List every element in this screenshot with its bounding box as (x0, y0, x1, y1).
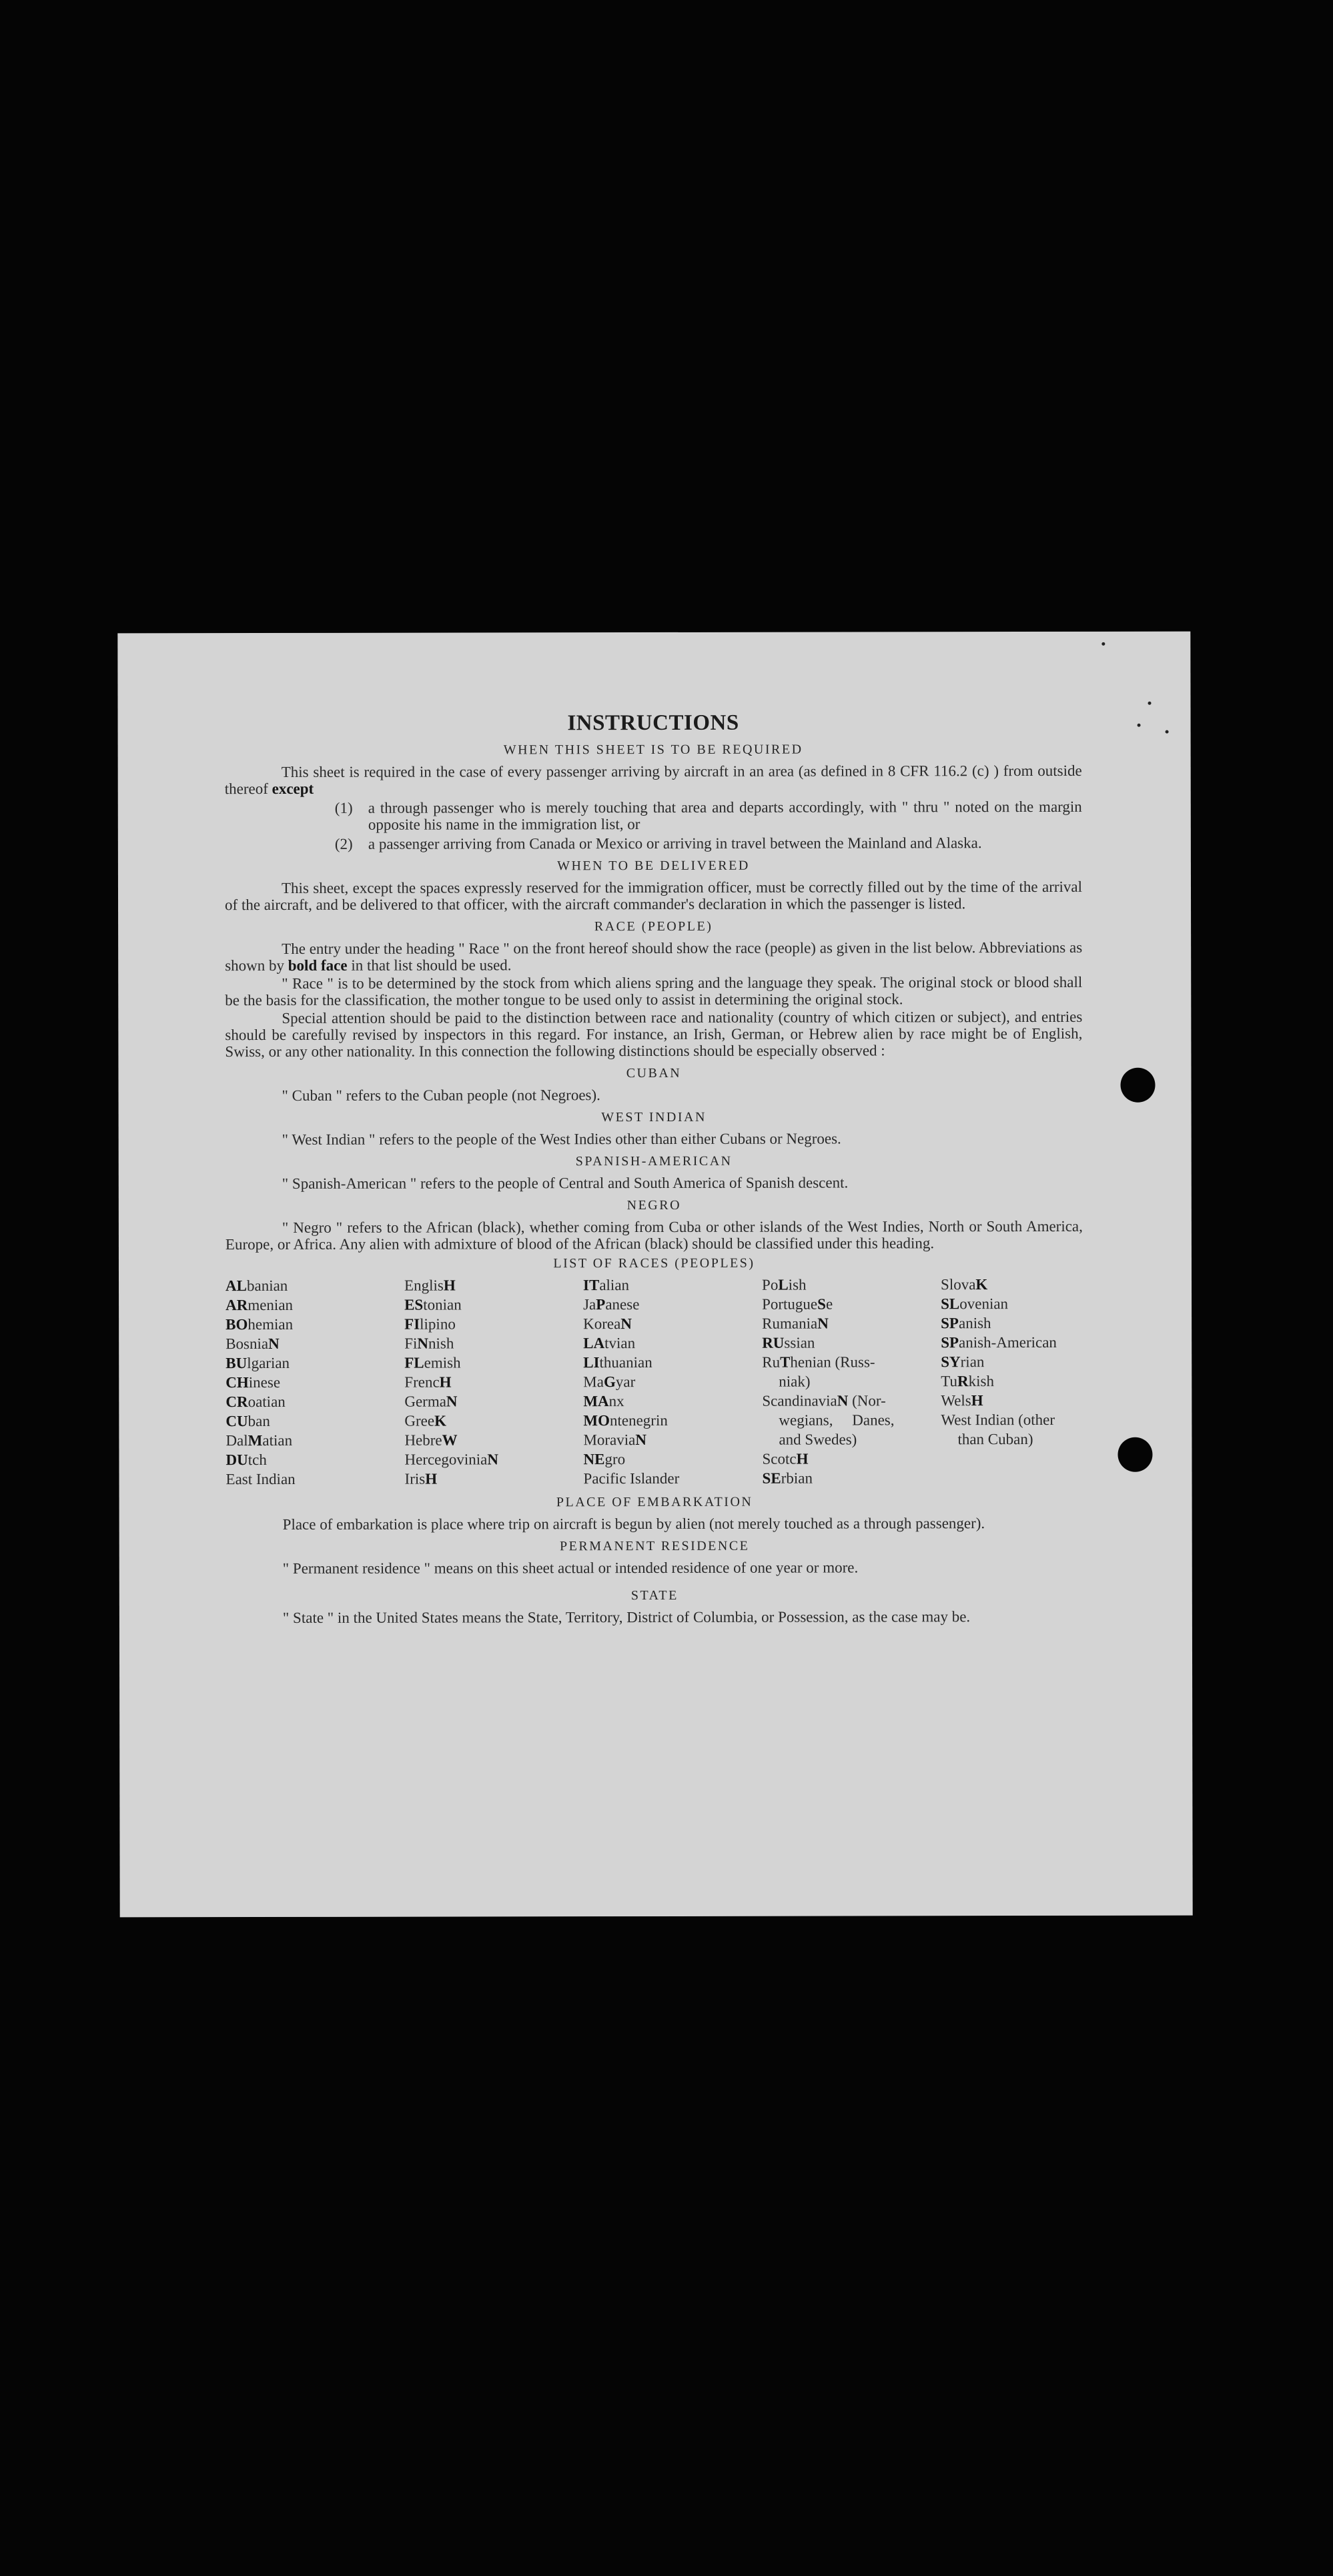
race-entry: SLovenian (941, 1295, 1009, 1313)
race-entry: CHinese (226, 1373, 281, 1391)
race-entry: ITalian (583, 1277, 630, 1294)
section-heading-when-required: WHEN THIS SHEET IS TO BE REQUIRED (503, 742, 803, 758)
west-indian-definition: " West Indian " refers to the people of the West Indies other than either Cubans or Negroes. (282, 1130, 841, 1148)
race-entry: BUlgarian (226, 1354, 290, 1372)
section-heading-embarkation: PLACE OF EMBARKATION (556, 1494, 753, 1510)
section-heading-race: RACE (PEOPLE) (594, 918, 713, 934)
race-entry: NEgro (583, 1451, 626, 1468)
race-paragraph: The entry under the heading " Race " on the front hereof should show the race (people) as given in the list below. Abbreviations as shown by bold face in that list should be used. (225, 938, 1083, 975)
speck-mark (1166, 730, 1169, 734)
negro-definition: " Negro " refers to the African (black), whether coming from Cuba or other islands of the West Indies, North or South America, Europe, or Africa. Any alien with admixture of blood of the African (black) should be classified under this heading. (225, 1217, 1083, 1253)
races-column (583, 1275, 763, 1488)
race-entry: MoraviaN (583, 1431, 647, 1449)
race-entry: BosniaN (226, 1335, 280, 1353)
section-heading-spanish-american: SPANISH-AMERICAN (575, 1153, 733, 1169)
section-heading-when-delivered: WHEN TO BE DELIVERED (557, 858, 750, 874)
race-entry: WelsH (941, 1392, 983, 1409)
race-paragraph: Special attention should be paid to the distinction between race and nationality (country of which citizen or subject), and entries should be carefully revised by inspectors in this regard. For instance, an Irish, German, or Hebrew alien by race might be of English, Swiss, or any other nationality. In this connection the following distinctions should be especially observed : (225, 1008, 1083, 1061)
race-entry: wegians, Danes, (779, 1411, 895, 1429)
race-entry: ScotcH (762, 1450, 809, 1467)
race-entry: FIlipino (404, 1315, 456, 1333)
race-entry: EnglisH (404, 1277, 456, 1294)
section-heading-state: STATE (630, 1587, 679, 1603)
speck-mark (1101, 642, 1105, 646)
exception-item: (2) a passenger arriving from Canada or Mexico or arriving in travel between the Mainland and Alaska. (334, 834, 982, 852)
race-entry: EStonian (404, 1296, 462, 1313)
race-entry: MOntenegrin (583, 1411, 668, 1429)
race-entry: BOhemian (226, 1315, 294, 1333)
race-entry: FiNnish (404, 1335, 454, 1352)
race-entry: and Swedes) (779, 1431, 857, 1448)
race-entry: Pacific Islander (583, 1469, 680, 1487)
race-entry: LIthuanian (583, 1354, 652, 1371)
race-entry: TuRkish (941, 1373, 995, 1390)
section-heading-west-indian: WEST INDIAN (601, 1109, 707, 1125)
section-heading-cuban: CUBAN (626, 1065, 682, 1081)
race-entry: LAtvian (583, 1335, 636, 1352)
race-entry: HercegoviniaN (404, 1451, 499, 1468)
race-entry: JaPanese (583, 1296, 640, 1313)
race-entry: West Indian (other (941, 1411, 1055, 1429)
race-entry: ARmenian (226, 1296, 294, 1314)
race-entry: CRoatian (226, 1393, 286, 1411)
instruction-sheet (117, 632, 1192, 1918)
races-column (404, 1275, 584, 1488)
when-required-paragraph: This sheet is required in the case of every passenger arriving by aircraft in an area (as defined in 8 CFR 116.2 (c) ) from outside thereof except (224, 762, 1082, 798)
spanish-american-definition: " Spanish-American " refers to the people of Central and South America of Spanish descent. (282, 1174, 849, 1192)
exception-item: (1) a through passenger who is merely touching that area and departs accordingly, with " thru " noted on the margin opposite his name in the immigration list, or (334, 798, 1082, 833)
race-entry: ScandinaviaN (Nor- (762, 1392, 886, 1409)
race-entry: FrencH (404, 1373, 452, 1391)
speck-mark (1148, 702, 1152, 705)
races-column (762, 1275, 941, 1487)
race-entry: GreeK (404, 1412, 446, 1429)
punch-hole (1118, 1437, 1152, 1472)
race-entry: SPanish-American (941, 1333, 1057, 1351)
race-entry: IrisH (404, 1470, 438, 1487)
race-entry: than Cuban) (957, 1431, 1033, 1448)
residence-definition: " Permanent residence " means on this sheet actual or intended residence of one year or more. (282, 1559, 859, 1577)
race-entry: FLemish (404, 1354, 461, 1371)
section-heading-residence: PERMANENT RESIDENCE (560, 1538, 750, 1554)
section-heading-negro: NEGRO (626, 1197, 682, 1213)
race-entry: PoLish (762, 1276, 807, 1293)
race-entry: SPanish (941, 1315, 991, 1332)
races-column (226, 1276, 405, 1489)
race-entry: niak) (779, 1373, 811, 1390)
state-definition: " State " in the United States means the State, Territory, District of Columbia, or Possession, as the case may be. (282, 1608, 971, 1626)
race-entry: ALbanian (226, 1277, 288, 1295)
race-entry: RUssian (762, 1334, 815, 1351)
races-column (941, 1275, 1089, 1487)
races-list (226, 1275, 1083, 1489)
race-entry: HebreW (404, 1431, 458, 1449)
embarkation-definition: Place of embarkation is place where trip on aircraft is begun by alien (not merely touched as a through passenger). (282, 1515, 985, 1533)
race-entry: SlovaK (941, 1276, 988, 1293)
race-entry: KoreaN (583, 1315, 632, 1333)
when-delivered-paragraph: This sheet, except the spaces expressly reserved for the immigration officer, must be correctly filled out by the time of the arrival of the aircraft, and be delivered to that officer, with the aircraft commander's declaration in which the passenger is listed. (225, 878, 1083, 914)
race-entry: CUban (226, 1413, 270, 1430)
race-entry: East Indian (226, 1470, 296, 1488)
race-paragraph: " Race " is to be determined by the stock from which aliens spring and the language they speak. The original stock or blood shall be the basis for the classification, the mother tongue to be used only to assist in determining the original stock. (225, 973, 1083, 1009)
race-entry: GermaN (404, 1393, 458, 1410)
race-entry: MaGyar (583, 1373, 636, 1391)
speck-mark (1138, 724, 1141, 727)
cuban-definition: " Cuban " refers to the Cuban people (not Negroes). (282, 1087, 600, 1104)
race-entry: RuThenian (Russ- (762, 1353, 875, 1371)
section-heading-list-of-races: LIST OF RACES (PEOPLES) (553, 1255, 755, 1271)
race-entry: MAnx (583, 1393, 624, 1410)
race-entry: DUtch (226, 1451, 267, 1469)
race-entry: PortugueSe (762, 1295, 833, 1313)
race-entry: SErbian (762, 1469, 813, 1487)
race-entry: SYrian (941, 1353, 985, 1371)
race-entry: RumaniaN (762, 1315, 829, 1332)
punch-hole (1120, 1068, 1155, 1103)
page-title: INSTRUCTIONS (567, 710, 739, 736)
race-entry: DalMatian (226, 1431, 293, 1449)
